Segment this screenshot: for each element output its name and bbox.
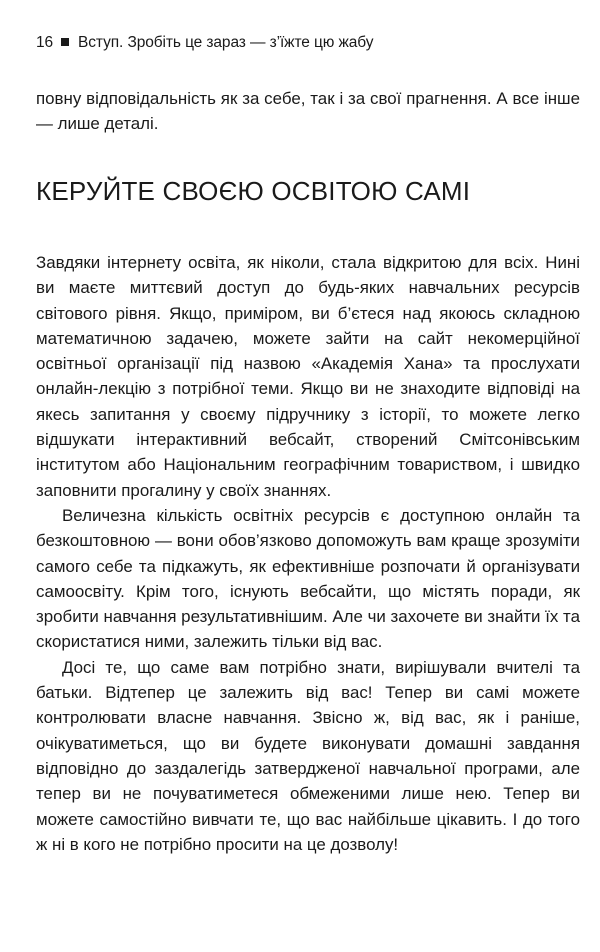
section-body — [36, 250, 580, 857]
square-bullet-icon — [61, 38, 69, 46]
paragraph-2: Величезна кількість освітніх ресурсів є доступною онлайн та безкоштовною — вони обов’язково допоможуть вам краще зрозуміти самого себе та підкажуть, як ефективніше розпочати й організувати самоосвіту. Крім того, існують вебсайти, що містять поради, як зробити навчання результативнішим. Але чи захочете ви знайти їх та скористатися ними, залежить тільки від вас. — [36, 505, 580, 652]
continuation-paragraph: повну відповідальність як за себе, так і за свої прагнення. А все інше — лише деталі. — [36, 89, 580, 134]
running-head — [36, 34, 373, 52]
continuation-text — [36, 86, 580, 137]
page-number: 16 — [36, 34, 54, 51]
chapter-title: Вступ. Зробіть це зараз — з’їжте цю жабу — [78, 34, 374, 51]
section-heading: КЕРУЙТЕ СВОЄЮ ОСВІТОЮ САМІ — [36, 176, 471, 206]
paragraph-1: Завдяки інтернету освіта, як ніколи, стала відкритою для всіх. Нині ви маєте миттєвий доступ до будь-яких навчальних ресурсів світового рівня. Якщо, приміром, ви б’єтеся над якоюсь складною математичною задачею, можете зайти на сайт некомерційної освітньої організації під назвою «Академія Хана» та прослухати онлайн-лекцію з потрібної теми. Якщо ви не знаходите відповіді на якесь запитання у своєму підручнику з історії, то можете легко відшукати інтерактивний вебсайт, створений Смітсонівським інститутом або Національним географічним товариством, і швидко заповнити прогалину у своїх знаннях. — [36, 253, 580, 500]
paragraph-3: Досі те, що саме вам потрібно знати, вирішували вчителі та батьки. Відтепер це залежить від вас! Тепер ви самі можете контролювати власне навчання. Звісно ж, від вас, як і раніше, очікуватиметься, що ви будете виконувати домашні завдання відповідно до заздалегідь затвердженої навчальної програми, але тепер ви не почуватиметеся обмеженими лише нею. Тепер ви можете самостійно вивчати те, що вас найбільше цікавить. І до того ж ні в кого не потрібно просити на це дозволу! — [36, 657, 580, 854]
